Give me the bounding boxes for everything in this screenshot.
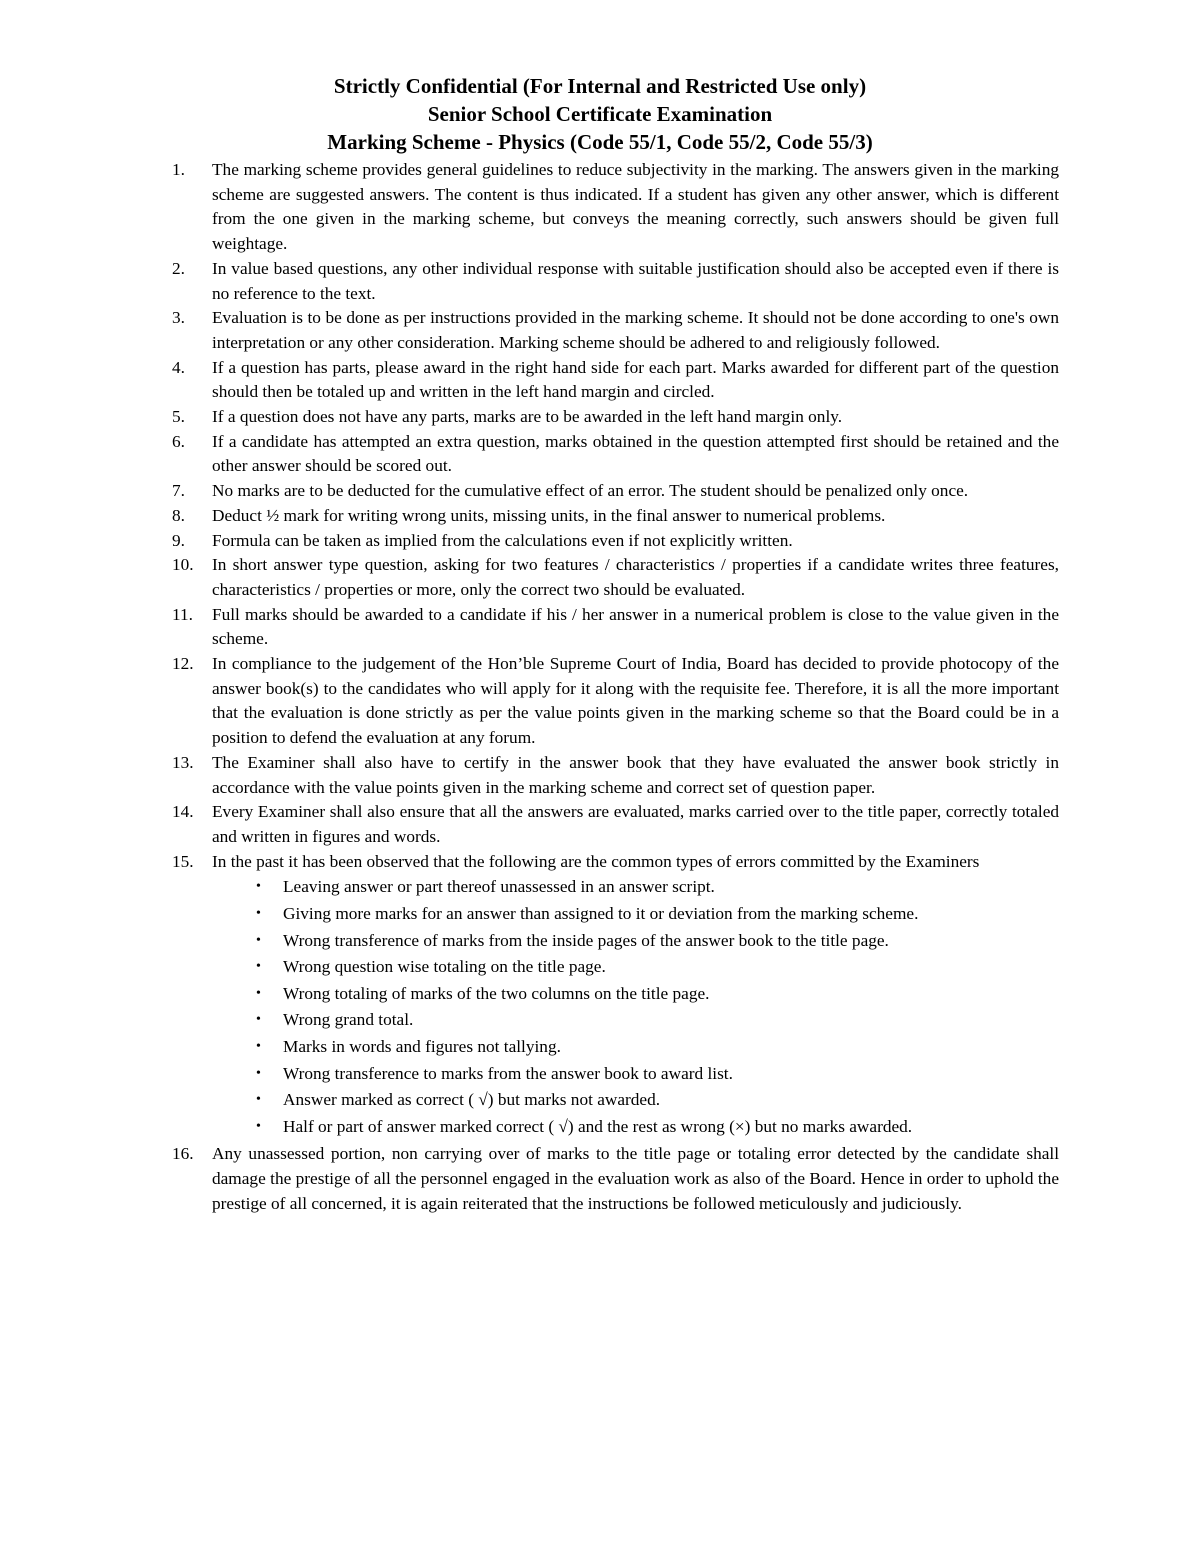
error-type-text: Leaving answer or part thereof unassessed in an answer script.: [283, 877, 715, 897]
error-type-item: [212, 1114, 1059, 1141]
error-type-item: [212, 954, 1059, 981]
item-number: 15.: [172, 851, 194, 871]
instruction-item-6: [172, 430, 1059, 479]
bullet-icon: •: [256, 959, 261, 975]
error-type-item: [212, 1034, 1059, 1061]
item-number: 14.: [172, 802, 194, 822]
error-types-list: [212, 874, 1059, 1140]
item-number: 7.: [172, 481, 185, 501]
instruction-item-7: [172, 479, 1059, 504]
error-type-item: [212, 1007, 1059, 1034]
error-type-text: Wrong grand total.: [283, 1010, 414, 1030]
item-text: In the past it has been observed that the following are the common types of errors committed by the Examiners: [212, 851, 980, 871]
error-type-text: Wrong question wise totaling on the title page.: [283, 957, 606, 977]
item-text: If a candidate has attempted an extra question, marks obtained in the question attempted first should be retained and the other answer should be scored out.: [212, 431, 1059, 476]
item-number: 13.: [172, 752, 194, 772]
instruction-item-4: [172, 356, 1059, 405]
item-number: 10.: [172, 555, 194, 575]
instruction-item-15: [172, 850, 1059, 1141]
instruction-item-10: [172, 553, 1059, 602]
item-number: 5.: [172, 407, 185, 427]
item-text: The Examiner shall also have to certify in the answer book that they have evaluated the answer book strictly in accordance with the value points given in the marking scheme and correct set of question paper.: [212, 752, 1059, 797]
bullet-icon: •: [256, 1092, 261, 1108]
instruction-item-5: [172, 405, 1059, 430]
error-type-item: [212, 928, 1059, 955]
item-text: In short answer type question, asking for two features / characteristics / properties if a candidate writes three features, characteristics / properties or more, only the correct two should be evaluated.: [212, 555, 1059, 599]
error-type-item: [212, 1087, 1059, 1114]
item-text: The marking scheme provides general guidelines to reduce subjectivity in the marking. The answers given in the marking scheme are suggested answers. The content is thus indicated. If a student has given any other answer, which is different from the one given in the marking scheme, but conveys the meaning correctly, such answers should be given full weightage.: [212, 160, 1059, 254]
error-type-text: Wrong transference to marks from the answer book to award list.: [283, 1063, 733, 1083]
error-type-text: Wrong totaling of marks of the two columns on the title page.: [283, 983, 710, 1003]
error-type-text: Wrong transference of marks from the inside pages of the answer book to the title page.: [283, 930, 889, 950]
bullet-icon: •: [256, 1038, 261, 1054]
marking-scheme-title: Marking Scheme - Physics (Code 55/1, Code 55/2, Code 55/3): [327, 130, 873, 154]
error-type-text: Half or part of answer marked correct ( √) and the rest as wrong (×) but no marks awarded.: [283, 1116, 913, 1136]
item-text: Evaluation is to be done as per instructions provided in the marking scheme. It should not be done according to one's own interpretation or any other consideration. Marking scheme should be adhered to and religiously followed.: [212, 308, 1059, 352]
instruction-item-1: [172, 158, 1059, 257]
item-text: If a question has parts, please award in the right hand side for each part. Marks awarded for different part of the question should then be totaled up and written in the left hand margin and circled.: [212, 357, 1059, 402]
item-number: 4.: [172, 357, 185, 377]
instruction-item-2: [172, 257, 1059, 306]
item-text: Full marks should be awarded to a candidate if his / her answer in a numerical problem is close to the value given in the scheme.: [212, 604, 1059, 649]
item-number: 16.: [172, 1144, 194, 1164]
bullet-icon: •: [256, 985, 261, 1001]
instruction-item-9: [172, 529, 1059, 554]
instruction-item-11: [172, 603, 1059, 652]
item-number: 2.: [172, 258, 185, 278]
instruction-item-13: [172, 751, 1059, 800]
bullet-icon: •: [256, 1012, 261, 1028]
instruction-item-14: [172, 800, 1059, 849]
error-type-item: [212, 901, 1059, 928]
error-type-text: Giving more marks for an answer than assigned to it or deviation from the marking scheme.: [283, 903, 919, 923]
exam-title: Senior School Certificate Examination: [427, 102, 773, 126]
document-header: [0, 72, 1200, 156]
error-type-item: [212, 874, 1059, 901]
item-text: No marks are to be deducted for the cumulative effect of an error. The student should be penalized only once.: [212, 481, 969, 501]
item-number: 8.: [172, 505, 185, 525]
item-number: 6.: [172, 431, 185, 451]
error-type-text: Answer marked as correct ( √) but marks not awarded.: [283, 1090, 661, 1110]
instruction-item-16: [172, 1142, 1059, 1216]
error-type-text: Marks in words and figures not tallying.: [283, 1036, 561, 1056]
bullet-icon: •: [256, 932, 261, 948]
instruction-list: [172, 158, 1059, 1216]
item-text: In value based questions, any other individual response with suitable justification should also be accepted even if there is no reference to the text.: [212, 258, 1059, 303]
item-text: In compliance to the judgement of the Hon’ble Supreme Court of India, Board has decided to provide photocopy of the answer book(s) to the candidates who will apply for it along with the requisite fee. Therefore, it is all the more important that the evaluation is done strictly as per the value points given in the marking scheme so that the Board could be in a position to defend the evaluation at any forum.: [212, 654, 1059, 748]
item-text: If a question does not have any parts, marks are to be awarded in the left hand margin only.: [212, 407, 843, 427]
item-number: 12.: [172, 654, 194, 674]
instruction-item-3: [172, 306, 1059, 355]
bullet-icon: •: [256, 1065, 261, 1081]
item-text: Every Examiner shall also ensure that all the answers are evaluated, marks carried over to the title paper, correctly totaled and written in figures and words.: [212, 802, 1059, 846]
item-text: Deduct ½ mark for writing wrong units, missing units, in the final answer to numerical problems.: [212, 505, 886, 525]
bullet-icon: •: [256, 879, 261, 895]
instruction-item-12: [172, 652, 1059, 751]
confidential-title: Strictly Confidential (For Internal and Restricted Use only): [333, 74, 867, 98]
item-text: Any unassessed portion, non carrying over of marks to the title page or totaling error detected by the candidate shall damage the prestige of all the personnel engaged in the evaluation work as also of the Board. Hence in order to uphold the prestige of all concerned, it is again reiterated that the instructions be followed meticulously and judiciously.: [212, 1144, 1059, 1213]
bullet-icon: •: [256, 905, 261, 921]
item-number: 3.: [172, 308, 185, 328]
bullet-icon: •: [256, 1118, 261, 1134]
error-type-item: [212, 981, 1059, 1008]
item-number: 9.: [172, 530, 185, 550]
item-number: 11.: [172, 604, 193, 624]
error-type-item: [212, 1061, 1059, 1088]
item-number: 1.: [172, 160, 185, 179]
instruction-item-8: [172, 504, 1059, 529]
item-text: Formula can be taken as implied from the calculations even if not explicitly written.: [212, 530, 793, 550]
